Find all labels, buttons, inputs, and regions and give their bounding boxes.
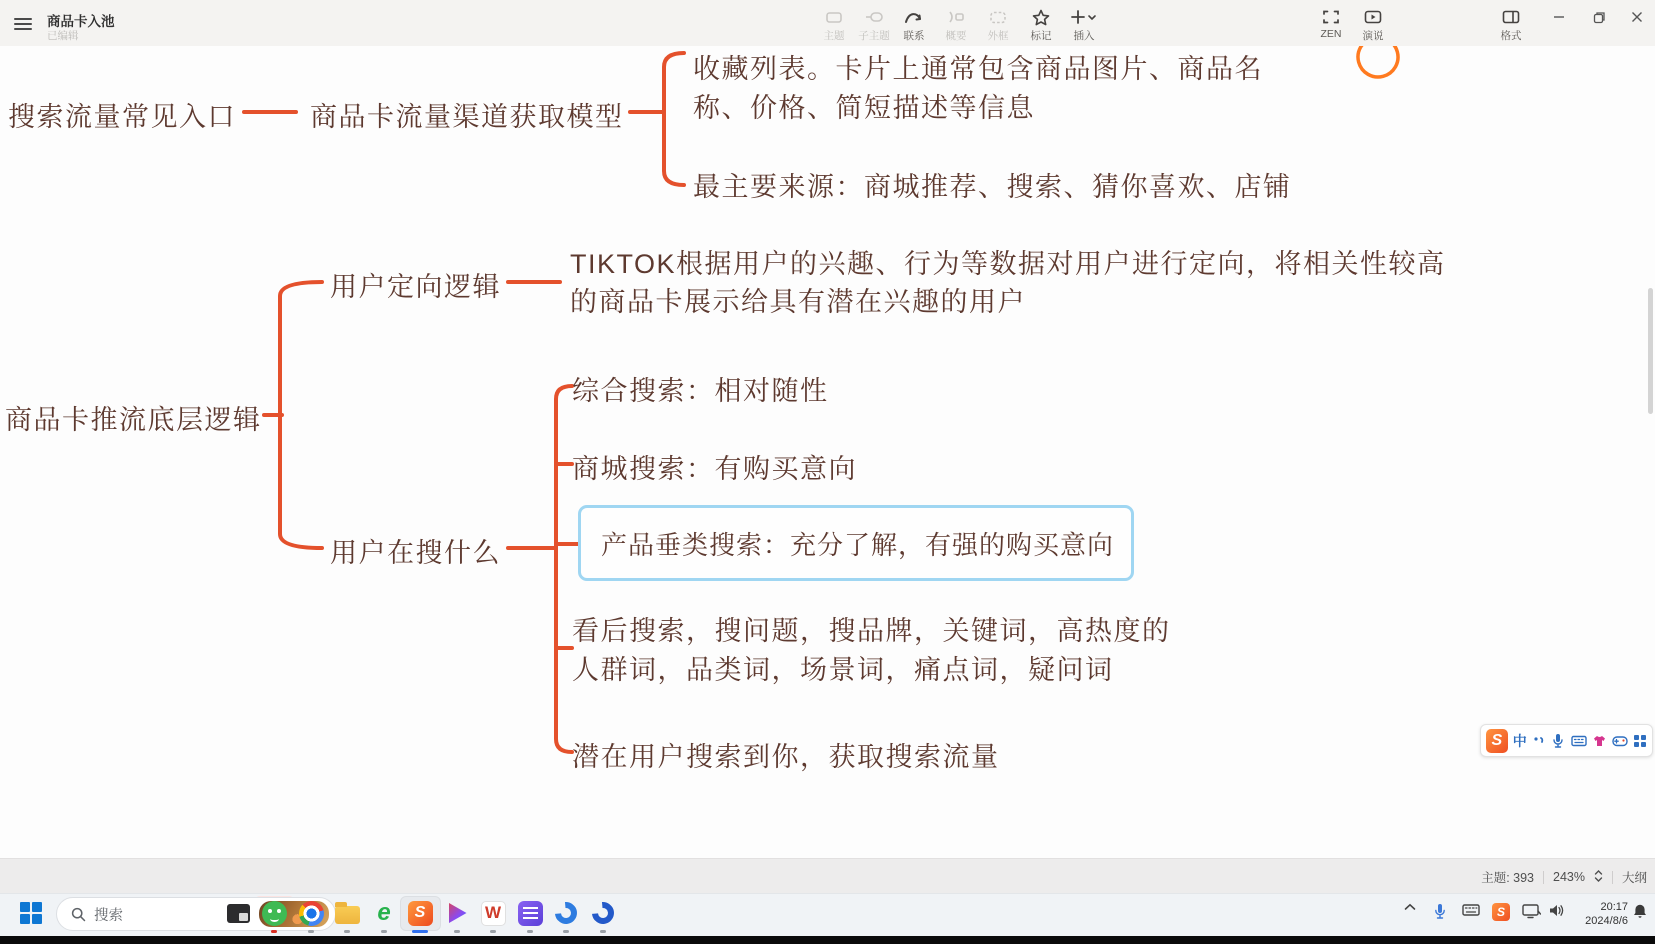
running-indicator — [600, 930, 606, 933]
taskbar-app-task-view[interactable] — [223, 898, 253, 928]
taskbar-app-file-explorer[interactable] — [332, 898, 362, 928]
menu-icon[interactable] — [14, 18, 32, 30]
divider — [1543, 871, 1544, 884]
running-indicator — [490, 930, 496, 933]
running-indicator — [271, 930, 277, 933]
search-icon — [71, 907, 86, 922]
document-status: 已编辑 — [47, 30, 79, 42]
divider — [1612, 871, 1613, 884]
tray-date-value: 2024/8/6 — [1585, 915, 1628, 927]
purple-app-icon — [518, 901, 543, 926]
taskbar-app-blue-1[interactable] — [551, 898, 581, 928]
toolbar-relationship-button[interactable]: 联系 — [891, 8, 937, 43]
toolbar-summary-button[interactable]: 概要 — [933, 8, 979, 43]
dark-app-icon — [227, 904, 250, 923]
running-indicator — [344, 930, 350, 933]
wps-icon: W — [481, 901, 506, 926]
taskbar-app-blue-2[interactable] — [588, 898, 618, 928]
running-indicator — [454, 930, 460, 933]
tray-touch-keyboard-icon[interactable] — [1462, 903, 1480, 917]
folder-icon — [335, 906, 360, 924]
active-running-indicator — [412, 930, 428, 933]
present-button[interactable]: 演说 — [1350, 8, 1396, 43]
topic-product-card-channel-model[interactable]: 商品卡流量渠道获取模型 — [310, 102, 624, 132]
mindmap-app-icon: S — [408, 901, 433, 926]
summary-icon — [933, 8, 979, 26]
tray-microphone-icon[interactable] — [1434, 903, 1446, 920]
running-indicator — [308, 930, 314, 933]
topic-push-flow-logic-root[interactable]: 商品卡推流底层逻辑 — [5, 405, 262, 435]
topic-potential-user-search[interactable]: 潜在用户搜索到你，获取搜索流量 — [572, 742, 1000, 772]
voice-input-icon[interactable] — [1551, 731, 1565, 751]
running-indicator — [527, 930, 533, 933]
relationship-icon — [891, 8, 937, 26]
taskbar-app-browser-e[interactable] — [369, 898, 399, 928]
zoom-level-value[interactable]: 243% — [1553, 870, 1585, 884]
chinese-mode-icon[interactable]: 中 — [1512, 732, 1527, 749]
topic-after-view-search[interactable]: 看后搜索，搜问题，搜品牌，关键词，高热度的人群词，品类词，场景词，痛点词，疑问词 — [572, 616, 1171, 685]
toolbar-topic-button[interactable]: 主题 — [811, 8, 857, 43]
restore-button[interactable] — [1588, 6, 1610, 28]
e-browser-icon: e — [377, 899, 391, 926]
app-titlebar — [0, 0, 1655, 46]
search-placeholder: 搜索 — [94, 907, 123, 924]
running-indicator — [381, 930, 387, 933]
taskbar-app-purple[interactable] — [515, 898, 545, 928]
outline-button[interactable]: 大纲 — [1621, 871, 1647, 885]
toolbar-insert-button[interactable]: 插入 — [1061, 8, 1107, 43]
topic-user-targeting-logic[interactable]: 用户定向逻辑 — [330, 272, 501, 302]
sogou-input-toolbar — [1480, 724, 1653, 757]
star-icon — [1018, 8, 1064, 26]
taskbar-search-box[interactable] — [56, 897, 336, 931]
tray-clock[interactable] — [1570, 900, 1628, 928]
zen-icon — [1308, 8, 1354, 26]
start-button[interactable] — [20, 902, 42, 924]
chrome-icon — [299, 901, 324, 926]
taskbar-app-green[interactable] — [259, 898, 289, 928]
topic-vertical-search: 产品垂类搜索：充分了解，有强的购买意向 — [601, 529, 1115, 560]
topic-main-sources[interactable]: 最主要来源：商城推荐、搜索、猜你喜欢、店铺 — [693, 172, 1292, 202]
toolbar-boundary-button[interactable]: 外框 — [975, 8, 1021, 43]
media-app-icon — [445, 901, 470, 926]
punctuation-icon[interactable] — [1532, 731, 1546, 751]
topic-general-search[interactable]: 综合搜索：相对随性 — [572, 376, 829, 406]
blue-swirl-icon-2 — [588, 898, 619, 929]
blue-swirl-icon — [551, 898, 582, 929]
tray-chevron-up-icon[interactable] — [1404, 903, 1416, 911]
plus-icon — [1061, 8, 1107, 26]
vertical-scrollbar[interactable] — [1648, 288, 1653, 414]
running-indicator — [563, 930, 569, 933]
topic-mall-search[interactable]: 商城搜索：有购买意向 — [572, 454, 857, 484]
toolbar-subtopic-button[interactable]: 子主题 — [851, 8, 897, 43]
toolbar-marker-button[interactable]: 标记 — [1018, 8, 1064, 43]
document-title: 商品卡入池 — [47, 14, 115, 29]
skin-icon[interactable] — [1592, 731, 1607, 751]
app-statusbar — [0, 858, 1655, 893]
tray-time-value: 20:17 — [1600, 901, 1628, 913]
zoom-stepper-icon[interactable] — [1594, 869, 1603, 886]
tray-sogou-icon[interactable]: S — [1492, 903, 1510, 921]
play-icon — [1350, 8, 1396, 26]
tray-display-icon[interactable] — [1522, 903, 1541, 919]
topic-tiktok-targeting-desc[interactable]: TIKTOK根据用户的兴趣、行为等数据对用户进行定向，将相关性较高的商品卡展示给具有潜在兴趣的用户 — [570, 249, 1446, 317]
topic-what-users-search[interactable]: 用户在搜什么 — [330, 538, 501, 568]
boundary-icon — [975, 8, 1021, 26]
green-app-icon — [262, 901, 287, 926]
close-button[interactable] — [1626, 6, 1648, 28]
taskbar-app-mindmap[interactable] — [405, 898, 435, 928]
format-panel-button[interactable]: 格式 — [1488, 8, 1534, 43]
tray-notification-icon[interactable] — [1632, 903, 1648, 919]
sogou-logo-icon[interactable]: S — [1486, 729, 1508, 753]
soft-keyboard-icon[interactable] — [1571, 731, 1587, 751]
screen-bottom-strip — [0, 936, 1655, 944]
topic-search-traffic-entry[interactable]: 搜索流量常见入口 — [8, 102, 236, 132]
highlighted-topic-box[interactable] — [578, 505, 1134, 581]
format-panel-icon — [1488, 8, 1534, 26]
zen-mode-button[interactable]: ZEN — [1308, 8, 1354, 40]
toolbox-icon[interactable] — [1633, 731, 1647, 751]
taskbar-app-wps[interactable] — [478, 898, 508, 928]
tray-speaker-icon[interactable] — [1548, 903, 1565, 918]
topic-count-label: 主题: 393 — [1481, 871, 1534, 885]
taskbar-app-media[interactable] — [442, 898, 472, 928]
taskbar-app-chrome[interactable] — [296, 898, 326, 928]
game-icon[interactable] — [1612, 731, 1628, 751]
topic-favorites-list-desc[interactable]: 收藏列表。卡片上通常包含商品图片、商品名称、价格、简短描述等信息 — [693, 54, 1263, 123]
minimize-button[interactable] — [1548, 6, 1570, 28]
